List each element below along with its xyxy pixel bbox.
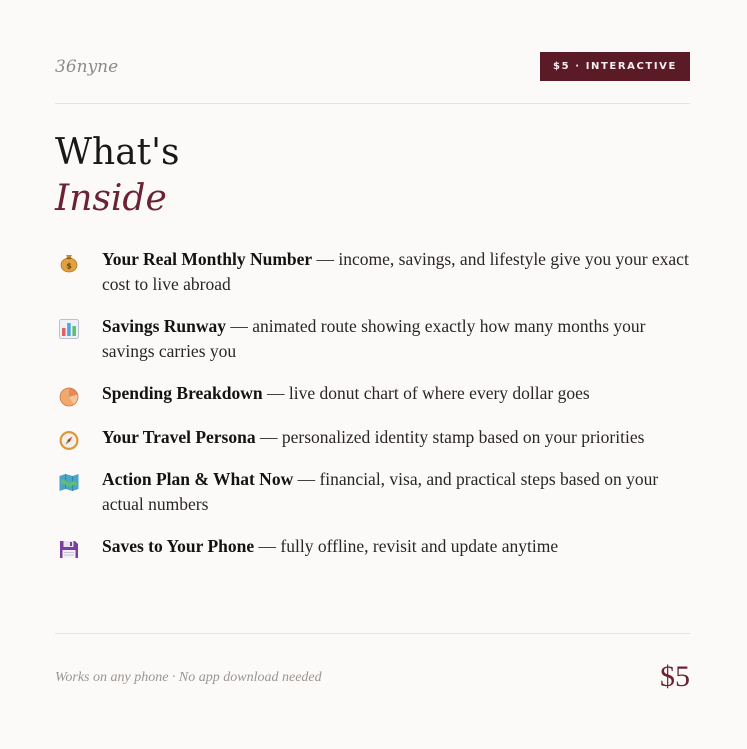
list-item (55, 381, 695, 406)
list-item (55, 467, 695, 517)
price-badge: $5 · INTERACTIVE (540, 52, 690, 81)
item-title: Spending Breakdown (102, 383, 263, 403)
list-item (55, 534, 695, 559)
feature-list (55, 247, 695, 559)
item-title: Savings Runway (102, 316, 227, 336)
item-description: — financial, visa, and practical steps based on your actual numbers (102, 469, 659, 514)
brand-name: 36nyne (55, 57, 119, 77)
compatibility-note: Works on any phone · No app download needed (55, 670, 322, 685)
list-item (55, 247, 695, 297)
price-label: $5 (660, 660, 690, 693)
bottom-divider (55, 633, 690, 634)
pie-chart-icon (58, 385, 80, 407)
list-item (55, 314, 695, 364)
bar-chart-icon (58, 318, 80, 340)
item-description: — personalized identity stamp based on your priorities (255, 427, 645, 447)
item-description: — animated route showing exactly how many months your savings carries you (102, 316, 646, 361)
section-title: What's (55, 132, 180, 173)
item-title: Saves to Your Phone (102, 536, 255, 556)
item-title: Action Plan & What Now (102, 469, 294, 489)
item-title: Your Travel Persona (102, 427, 256, 447)
money-bag-icon (58, 251, 80, 273)
item-description: — live donut chart of where every dollar goes (262, 383, 590, 403)
list-item (55, 425, 695, 450)
item-title: Your Real Monthly Number (102, 249, 313, 269)
compass-icon (58, 429, 80, 451)
floppy-disk-icon (58, 538, 80, 560)
item-description: — income, savings, and lifestyle give you your exact cost to live abroad (102, 249, 689, 294)
top-divider (55, 103, 690, 104)
map-icon (58, 471, 80, 493)
svg-text:$: $ (66, 261, 72, 271)
item-description: — fully offline, revisit and update anytime (254, 536, 559, 556)
section-title-accent: Inside (55, 178, 167, 219)
